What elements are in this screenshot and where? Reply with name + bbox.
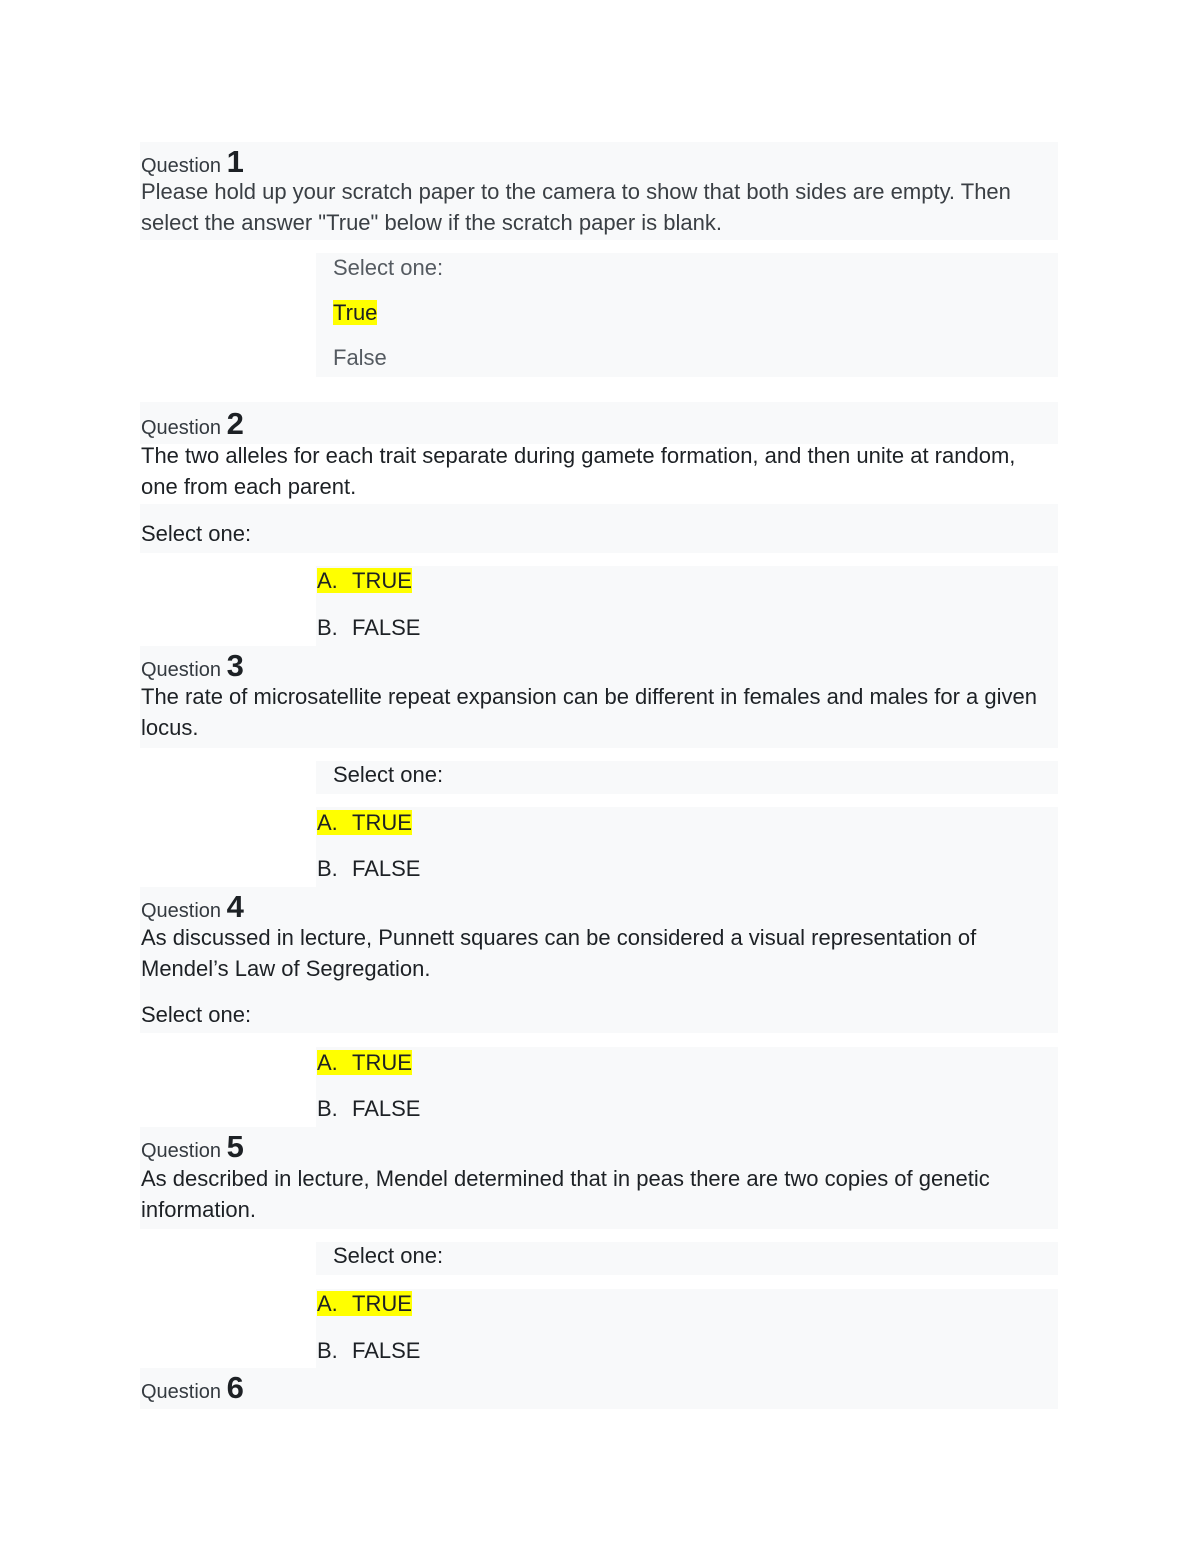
question-3-text: The rate of microsatellite repeat expansion can be different in females and males for a given locus. xyxy=(141,684,1037,740)
question-label: Question xyxy=(141,155,222,177)
question-3-select-label: Select one: xyxy=(333,762,444,787)
option-label: FALSE xyxy=(352,856,421,881)
question-number: 6 xyxy=(226,1370,244,1405)
option-letter: A. xyxy=(317,1050,338,1075)
question-4-header xyxy=(141,891,244,922)
question-2-header-bar xyxy=(140,402,1058,444)
question-5-option-b[interactable] xyxy=(317,1338,420,1364)
question-number: 3 xyxy=(226,648,244,683)
question-label: Question xyxy=(141,900,222,922)
question-1-text: Please hold up your scratch paper to the camera to show that both sides are empty. Then select the answer "True" below if the scratch paper is blank. xyxy=(141,179,1011,235)
option-label: False xyxy=(333,345,387,370)
option-label: FALSE xyxy=(352,615,421,640)
question-label: Question xyxy=(141,1381,222,1403)
question-4-option-a[interactable] xyxy=(317,1050,412,1076)
question-number: 1 xyxy=(226,144,244,179)
question-1-option-false[interactable] xyxy=(333,345,387,371)
question-2-select-bar xyxy=(140,504,1058,553)
question-4-option-b[interactable] xyxy=(317,1096,420,1122)
question-4-text: As discussed in lecture, Punnett squares can be considered a visual representation of Mendel’s Law of Segregation. xyxy=(141,925,977,981)
question-1-select-label: Select one: xyxy=(333,255,444,280)
question-label: Question xyxy=(141,1140,222,1162)
question-4-select-label: Select one: xyxy=(141,1002,252,1027)
option-label: TRUE xyxy=(352,1291,412,1316)
question-3-option-a[interactable] xyxy=(317,810,412,836)
question-6-block xyxy=(140,1368,1058,1409)
question-6-header xyxy=(141,1372,244,1403)
option-letter: A. xyxy=(317,568,338,593)
question-2-option-a[interactable] xyxy=(317,568,412,594)
question-2-options-block xyxy=(316,566,1058,646)
question-5-text: As described in lecture, Mendel determined that in peas there are two copies of genetic information. xyxy=(141,1166,990,1222)
question-2-select-label: Select one: xyxy=(141,521,252,546)
option-letter: B. xyxy=(317,1338,338,1363)
option-label: TRUE xyxy=(352,810,412,835)
question-3-option-b[interactable] xyxy=(317,856,420,882)
question-3-options-block xyxy=(316,807,1058,887)
question-1-option-true[interactable] xyxy=(333,300,377,326)
question-1-header xyxy=(141,146,244,177)
option-label: True xyxy=(333,300,378,325)
question-number: 4 xyxy=(226,889,244,924)
question-number: 5 xyxy=(226,1129,244,1164)
option-label: FALSE xyxy=(352,1338,421,1363)
question-label: Question xyxy=(141,659,222,681)
question-4-options-block xyxy=(316,1047,1058,1127)
question-5-select-label: Select one: xyxy=(333,1243,444,1268)
option-letter: B. xyxy=(317,1096,338,1121)
question-5-option-a[interactable] xyxy=(317,1291,412,1317)
option-letter: B. xyxy=(317,856,338,881)
question-2-option-b[interactable] xyxy=(317,615,420,641)
question-2-header xyxy=(141,408,244,439)
question-number: 2 xyxy=(226,406,244,441)
option-label: TRUE xyxy=(352,568,412,593)
question-3-header xyxy=(141,650,244,681)
question-2-text: The two alleles for each trait separate during gamete formation, and then unite at random, one from each parent. xyxy=(141,443,1016,499)
option-letter: A. xyxy=(317,810,338,835)
question-5-header xyxy=(141,1131,244,1162)
option-label: TRUE xyxy=(352,1050,412,1075)
option-letter: B. xyxy=(317,615,338,640)
question-5-options-block xyxy=(316,1289,1058,1369)
option-label: FALSE xyxy=(352,1096,421,1121)
option-letter: A. xyxy=(317,1291,338,1316)
question-label: Question xyxy=(141,417,222,439)
